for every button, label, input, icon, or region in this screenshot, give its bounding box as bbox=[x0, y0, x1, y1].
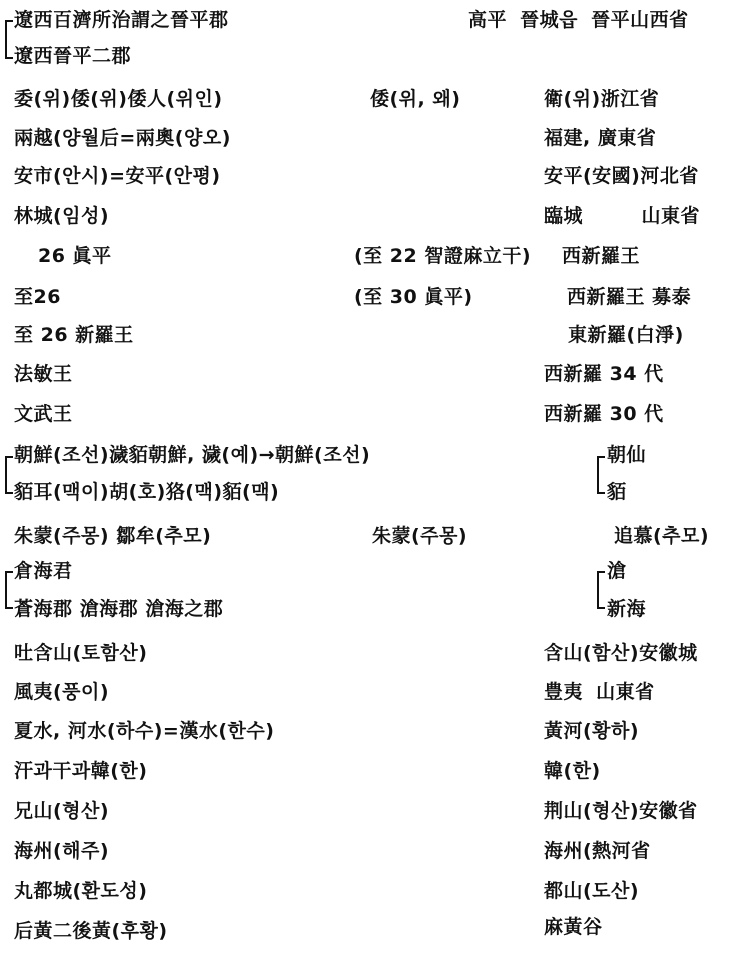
entry-right: 韓(한) bbox=[544, 760, 601, 782]
entry-left: 夏水, 河水(하수)=漢水(한수) bbox=[14, 720, 275, 742]
entry-left: 兩越(양월后=兩奧(양오) bbox=[14, 127, 231, 149]
entry-left: 安市(안시)=安平(안평) bbox=[14, 165, 221, 187]
bracket-left-1 bbox=[5, 20, 13, 59]
entry-left: 蒼海郡 滄海郡 滄海之郡 bbox=[14, 598, 224, 620]
entry-right: 西新羅王 bbox=[562, 245, 641, 267]
entry-right: 西新羅 30 代 bbox=[544, 403, 664, 425]
entry-right: 安平(安國)河北省 bbox=[544, 165, 699, 187]
entry-left: 貊耳(맥이)胡(호)狢(맥)貊(맥) bbox=[14, 481, 280, 503]
entry-right: 新海 bbox=[607, 598, 647, 620]
entry-mid: 倭(위, 왜) bbox=[370, 88, 461, 110]
entry-right: 衛(위)浙江省 bbox=[544, 88, 660, 110]
entry-left: 后黃二後黃(후황) bbox=[14, 920, 168, 942]
entry-left: 朝鮮(조선)濊貊朝鮮, 濊(예)→朝鮮(조선) bbox=[14, 444, 371, 466]
entry-left: 林城(임성) bbox=[14, 205, 110, 227]
entry-mid: (至 30 眞平) bbox=[354, 286, 473, 308]
entry-right: 東新羅(白淨) bbox=[568, 324, 684, 346]
entry-right: 朝仙 bbox=[607, 444, 647, 466]
entry-left: 倉海君 bbox=[14, 560, 73, 582]
bracket-right-1 bbox=[597, 456, 605, 494]
entry-left: 朱蒙(주몽) 鄒牟(추모) bbox=[14, 525, 212, 547]
entry-right: 含山(함산)安徽城 bbox=[544, 642, 698, 664]
entry-right: 西新羅 34 代 bbox=[544, 363, 664, 385]
entry-right: 貊 bbox=[607, 481, 627, 503]
bracket-right-2 bbox=[597, 571, 605, 609]
entry-left: 汗과干과韓(한) bbox=[14, 760, 148, 782]
entry-left: 委(위)倭(위)倭人(위인) bbox=[14, 88, 223, 110]
entry-right: 黃河(황하) bbox=[544, 720, 640, 742]
entry-mid: 朱蒙(주몽) bbox=[372, 525, 468, 547]
entry-right: 豊夷 山東省 bbox=[544, 681, 655, 703]
entry-mid: (至 22 智證麻立干) bbox=[354, 245, 532, 267]
entry-right: 西新羅王 募泰 bbox=[567, 286, 692, 308]
entry-left: 吐含山(토함산) bbox=[14, 642, 148, 664]
entry-left: 至26 bbox=[14, 286, 61, 308]
entry-right: 滄 bbox=[607, 560, 627, 582]
entry-left: 遼西晉平二郡 bbox=[14, 45, 132, 67]
entry-right: 麻黃谷 bbox=[544, 916, 603, 938]
entry-left: 法敏王 bbox=[14, 363, 73, 385]
entry-right: 海州(熱河省 bbox=[544, 840, 651, 862]
entry-left: 風夷(풍이) bbox=[14, 681, 110, 703]
bracket-left-3 bbox=[5, 571, 13, 609]
entry-left: 丸都城(환도성) bbox=[14, 880, 148, 902]
entry-right: 臨城 山東省 bbox=[544, 205, 701, 227]
entry-right: 荆山(형산)安徽省 bbox=[544, 800, 698, 822]
entry-left: 至 26 新羅王 bbox=[14, 324, 134, 346]
entry-left: 兄山(형산) bbox=[14, 800, 110, 822]
entry-left: 文武王 bbox=[14, 403, 73, 425]
entry-left: 海州(해주) bbox=[14, 840, 110, 862]
entry-right: 都山(도산) bbox=[544, 880, 640, 902]
entry-right: 追慕(추모) bbox=[614, 525, 710, 547]
entry-left: 遼西百濟所治謂之晉平郡 bbox=[14, 9, 229, 31]
entry-left: 26 眞平 bbox=[38, 245, 112, 267]
entry-mid: 高平 晉城읍 晉平山西省 bbox=[468, 9, 689, 31]
entry-right: 福建, 廣東省 bbox=[544, 127, 657, 149]
bracket-left-2 bbox=[5, 456, 13, 494]
